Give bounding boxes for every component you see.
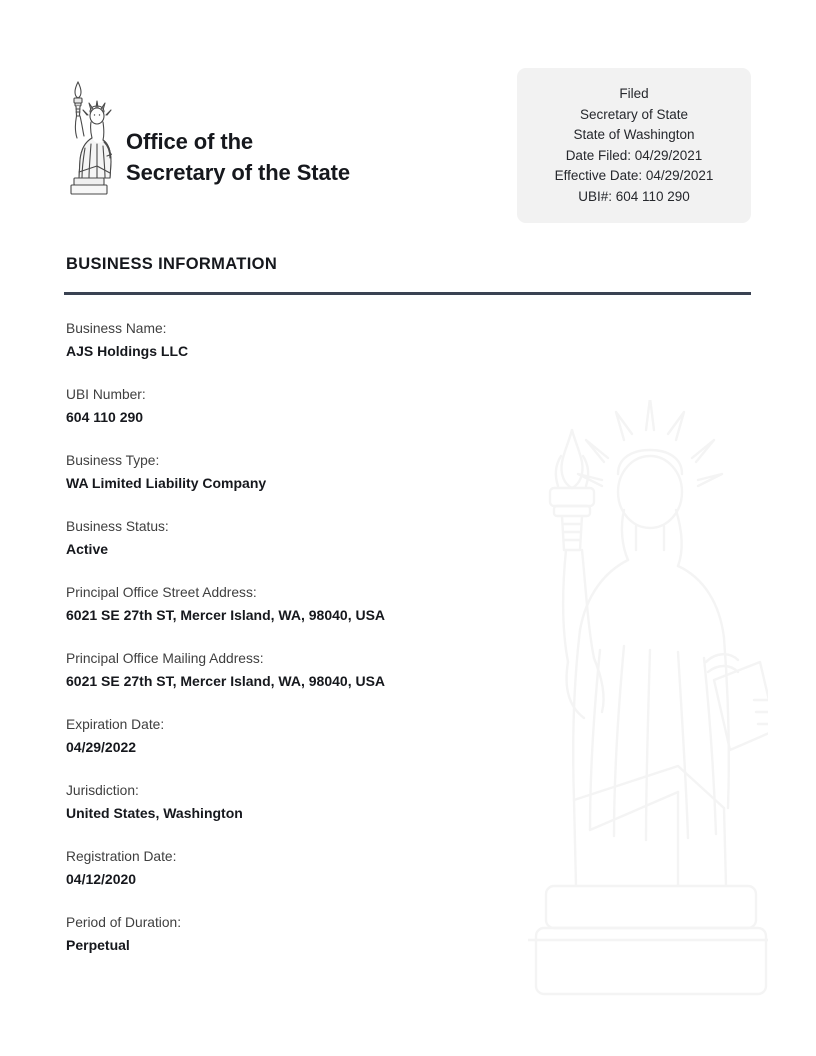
field-label: Period of Duration: — [66, 915, 182, 930]
field-label: Registration Date: — [66, 849, 177, 864]
section-heading: BUSINESS INFORMATION — [66, 255, 278, 273]
field-business-status — [66, 516, 686, 560]
field-jurisdiction — [66, 780, 686, 824]
business-information-fields — [66, 318, 686, 956]
field-registration-date — [66, 846, 686, 890]
field-value: Active — [66, 541, 109, 557]
field-label: Jurisdiction: — [66, 783, 139, 798]
field-label: Expiration Date: — [66, 717, 165, 732]
field-value: 604 110 290 — [66, 409, 144, 425]
field-ubi-number — [66, 384, 686, 428]
page-title — [126, 86, 350, 188]
field-value: 04/12/2020 — [66, 871, 137, 887]
filed-stamp-line: Filed — [619, 86, 649, 101]
section-divider — [64, 292, 751, 295]
field-label: Principal Office Street Address: — [66, 585, 257, 600]
field-label: Principal Office Mailing Address: — [66, 651, 264, 666]
field-principal-office-street-address — [66, 582, 686, 626]
filed-stamp — [517, 68, 751, 223]
field-label: Business Type: — [66, 453, 160, 468]
field-business-name — [66, 318, 686, 362]
field-principal-office-mailing-address — [66, 648, 686, 692]
field-value: WA Limited Liability Company — [66, 475, 267, 491]
field-value: Perpetual — [66, 937, 130, 953]
field-value: United States, Washington — [66, 805, 243, 821]
filed-stamp-line: State of Washington — [573, 127, 695, 142]
filed-stamp-line: Secretary of State — [579, 106, 689, 122]
filed-stamp-line: Effective Date: 04/29/2021 — [554, 168, 714, 183]
field-value: 04/29/2022 — [66, 739, 137, 755]
filed-stamp-line: Date Filed: 04/29/2021 — [565, 147, 703, 163]
field-period-of-duration — [66, 912, 686, 956]
document-header — [0, 0, 816, 230]
field-label: Business Status: — [66, 519, 169, 534]
brand-lockup — [66, 78, 350, 196]
field-value: AJS Holdings LLC — [66, 343, 189, 359]
field-value: 6021 SE 27th ST, Mercer Island, WA, 98040, USA — [66, 673, 386, 689]
field-expiration-date — [66, 714, 686, 758]
field-value: 6021 SE 27th ST, Mercer Island, WA, 98040, USA — [66, 607, 386, 623]
field-business-type — [66, 450, 686, 494]
field-label: UBI Number: — [66, 387, 146, 402]
filed-stamp-line: UBI#: 604 110 290 — [578, 188, 690, 204]
brand-title-line1: Office of the — [126, 128, 254, 154]
field-label: Business Name: — [66, 321, 167, 336]
brand-title-line2: Secretary of the State — [126, 160, 350, 185]
statue-of-liberty-icon — [66, 78, 112, 196]
